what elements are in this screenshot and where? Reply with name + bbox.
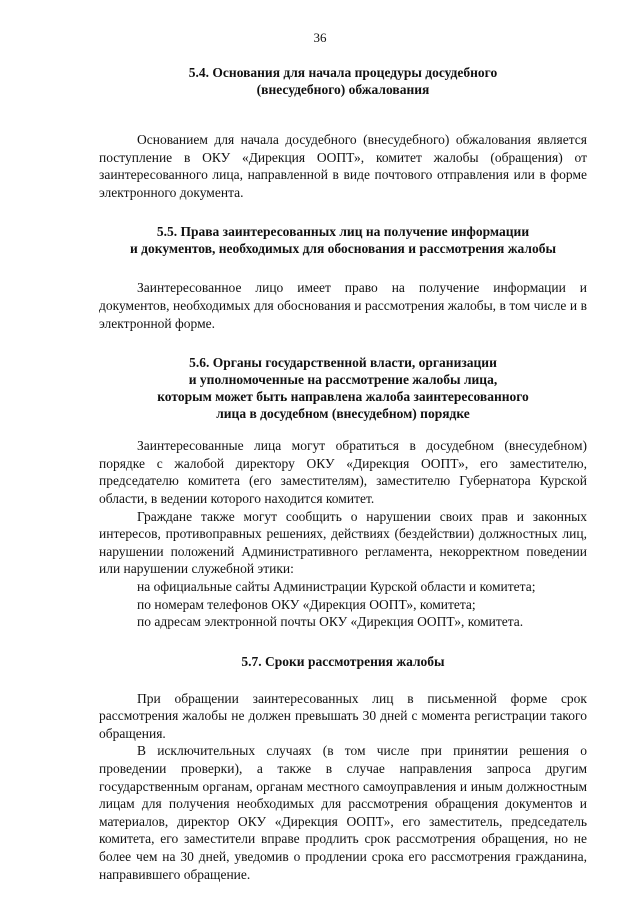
heading-line: (внесудебного) обжалования xyxy=(256,82,430,97)
list-item: по адресам электронной почты ОКУ «Дирекция ООПТ», комитета. xyxy=(137,614,524,630)
section-5-6-heading xyxy=(99,354,587,422)
section-5-5-paragraph: Заинтересованное лицо имеет право на получение информации и документов, необходимых для обоснования и рассмотрения жалобы, в том числе и в электронной форме. xyxy=(99,280,587,331)
heading-line: 5.6. Органы государственной власти, организации xyxy=(189,355,497,371)
heading-line: которым может быть направлена жалоба заинтересованного xyxy=(157,389,529,405)
heading-line: 5.4. Основания для начала процедуры досудебного xyxy=(188,65,498,80)
list-item: на официальные сайты Администрации Курской области и комитета; xyxy=(137,578,536,594)
section-5-5-heading xyxy=(99,223,587,257)
section-5-7-paragraph: При обращении заинтересованных лиц в письменной форме срок рассмотрения жалобы не должен превышать 30 дней с момента регистрации такого обращения. xyxy=(99,690,587,741)
heading-line: и уполномоченные на рассмотрение жалобы лица, xyxy=(188,372,498,388)
section-5-7-heading xyxy=(99,653,587,670)
section-5-6-paragraph: Граждане также могут сообщить о нарушении своих прав и законных интересов, противоправных решениях, действиях (бездействии) должностных лиц, нарушении положений Административного регламента, некорректном поведении или нарушении служебной этики: xyxy=(99,508,587,577)
section-5-7-paragraph: В исключительных случаях (в том числе при принятии решения о проведении проверки), а также в случае направления запроса другим государственным органам, органам местного самоуправления и иным должностным лицам для получения необходимых для рассмотрения обращения документов и материалов, директор ОКУ «Дирекция ООПТ», его заместитель, председатель комитета, его заместители вправе продлить срок рассмотрения обращения, но не более чем на 30 дней, уведомив о продлении срока его рассмотрения гражданина, направившего обращение. xyxy=(99,743,587,882)
page-number: 36 xyxy=(313,30,327,45)
list-item: по номерам телефонов ОКУ «Дирекция ООПТ», комитета; xyxy=(137,596,476,612)
heading-line: лица в досудебном (внесудебном) порядке xyxy=(216,406,470,422)
section-5-4-heading xyxy=(99,64,587,98)
section-5-4-paragraph: Основанием для начала досудебного (внесудебного) обжалования является поступление в ОКУ «Дирекция ООПТ», комитет жалобы (обращения) от заинтересованного лица, направленной в виде почтового отправления или в форме электронного документа. xyxy=(99,132,587,200)
heading-line: 5.5. Права заинтересованных лиц на получение информации xyxy=(156,224,530,240)
section-5-6-paragraph: Заинтересованные лица могут обратиться в досудебном (внесудебном) порядке с жалобой директору ОКУ «Дирекция ООПТ», его заместителю, председателю комитета (его заместителям), заместителю Губернатора Курской области, в ведении которого находится комитет. xyxy=(99,438,587,506)
heading-line: и документов, необходимых для обоснования и рассмотрения жалобы xyxy=(130,241,556,257)
heading-line: 5.7. Сроки рассмотрения жалобы xyxy=(241,653,445,669)
document-body xyxy=(99,64,587,883)
contact-channels-list xyxy=(99,578,587,631)
